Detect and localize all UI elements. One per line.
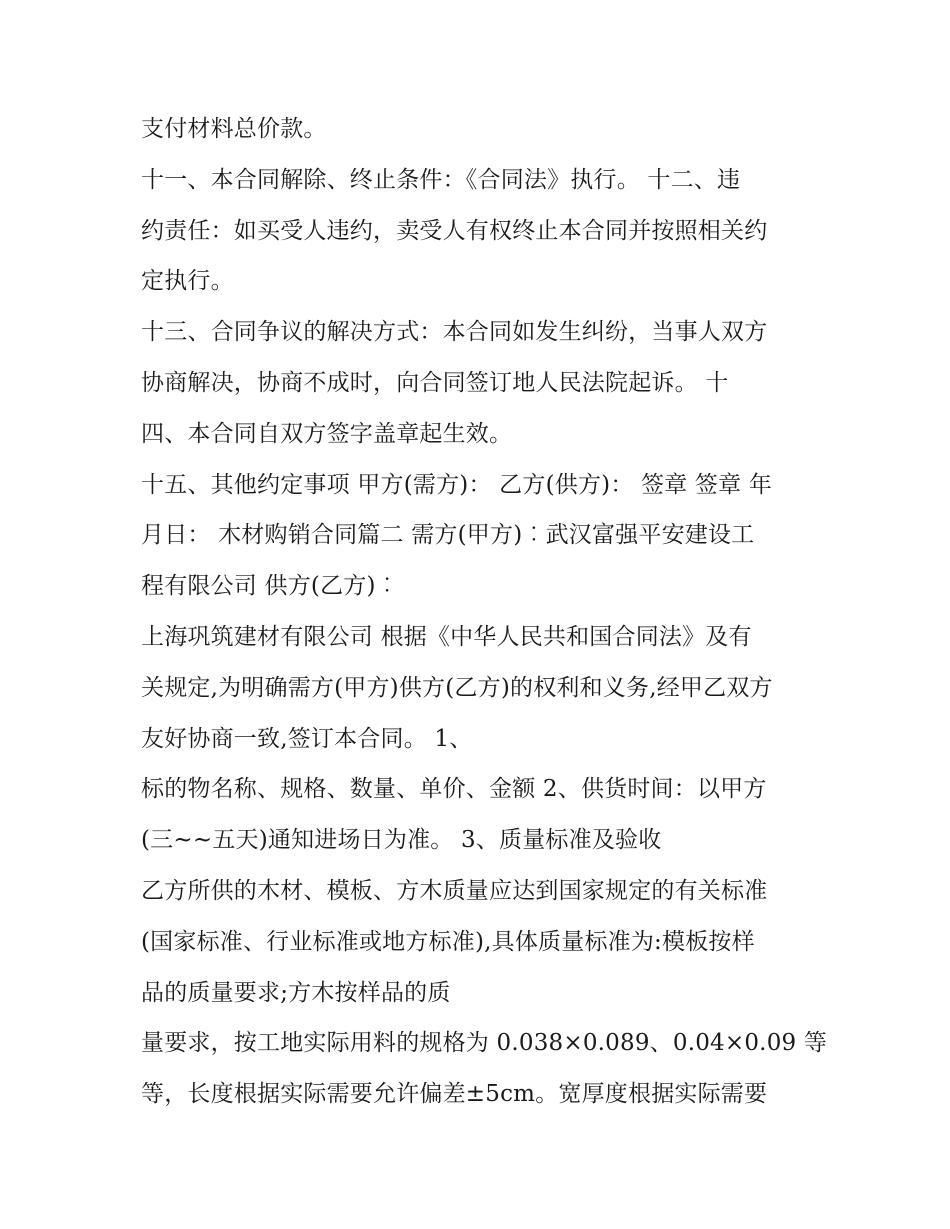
text-line: 品的质量要求;方木按样品的质 xyxy=(141,979,451,1006)
text-line: 乙方所供的木材、模板、方木质量应达到国家规定的有关标准 xyxy=(141,877,768,904)
text-line: 月日： 木材购销合同篇二 需方(甲方)︰武汉富强平安建设工 xyxy=(141,522,755,549)
text-line: 约责任：如买受人违约，卖受人有权终止本合同并按照相关约 xyxy=(141,217,768,244)
text-line: 标的物名称、规格、数量、单价、金额 2、供货时间：以甲方 xyxy=(141,776,767,803)
text-line: 上海巩筑建材有限公司 根据《中华人民共和国合同法》及有 xyxy=(141,623,752,650)
text-line: 四、本合同自双方签字盖章起生效。 xyxy=(141,420,513,447)
text-line: 十一、本合同解除、终止条件：《合同法》执行。 十二、违 xyxy=(141,166,741,193)
document-body xyxy=(141,104,831,1120)
text-line: 关规定,为明确需方(甲方)供方(乙方)的权利和义务,经甲乙双方 xyxy=(141,674,773,701)
text-line: (国家标准、行业标准或地方标准),具体质量标准为:模板按样 xyxy=(141,928,755,955)
text-line: 等，长度根据实际需要允许偏差±5cm。宽厚度根据实际需要 xyxy=(141,1081,768,1108)
text-line: 友好协商一致,签订本合同。 1、 xyxy=(141,725,473,752)
text-line: 程有限公司 供方(乙方)︰ xyxy=(141,573,399,600)
text-line: 量要求，按工地实际用料的规格为 0.038×0.089、0.04×0.09 等 xyxy=(141,1030,828,1057)
text-line: 协商解决，协商不成时，向合同签订地人民法院起诉。 十 xyxy=(141,369,729,396)
text-line: (三~~五天)通知进场日为准。 3、质量标准及验收 xyxy=(141,827,662,854)
text-line: 定执行。 xyxy=(141,268,234,295)
text-line: 十三、合同争议的解决方式：本合同如发生纠纷，当事人双方 xyxy=(141,319,768,346)
text-line: 十五、其他约定事项 甲方(需方)： 乙方(供方)： 签章 签章 年 xyxy=(141,471,773,498)
text-line: 支付材料总价款。 xyxy=(141,116,327,142)
